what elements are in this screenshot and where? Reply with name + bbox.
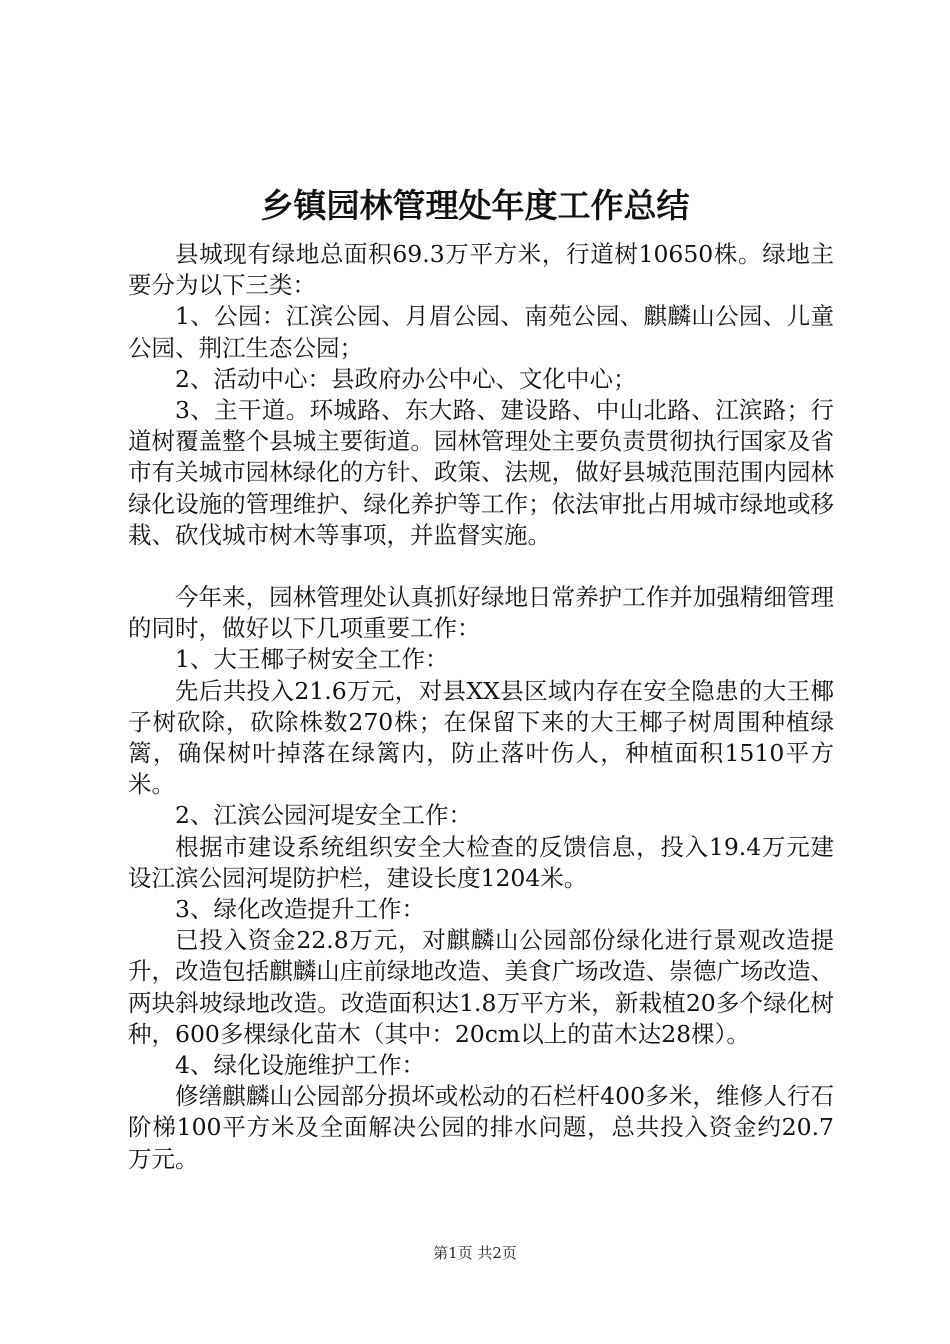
paragraph: 1、大王椰子树安全工作： (175, 645, 449, 674)
page-footer: 第1页 共2页 (433, 1244, 517, 1262)
paragraph: 4、绿化设施维护工作： (175, 1051, 425, 1080)
document-body (128, 239, 834, 1175)
paragraph: 先后共投入21.6万元，对县XX县区域内存在安全隐患的大王椰子树砍除，砍除株数270株；在保留下来的大王椰子树周围种植绿篱，确保树叶掉落在绿篱内，防止落叶伤人，种植面积1510平方米。 (128, 676, 834, 799)
paragraph: 1、公园：江滨公园、月眉公园、南苑公园、麒麟山公园、儿童公园、荆江生态公园； (128, 302, 834, 362)
paragraph: 今年来，园林管理处认真抓好绿地日常养护工作并加强精细管理的同时，做好以下几项重要工作： (128, 583, 834, 643)
paragraph: 2、江滨公园河堤安全工作： (175, 801, 472, 830)
paragraph: 3、主干道。环城路、东大路、建设路、中山北路、江滨路；行道树覆盖整个县城主要街道。园林管理处主要负责贯彻执行国家及省市有关城市园林绿化的方针、政策、法规，做好县城范围范围内园林绿化设施的管理维护、绿化养护等工作；依法审批占用城市绿地或移栽、砍伐城市树木等事项，并监督实施。 (128, 396, 834, 549)
paragraph: 根据市建设系统组织安全大检查的反馈信息，投入19.4万元建设江滨公园河堤防护栏，建设长度1204米。 (128, 832, 834, 892)
paragraph: 修缮麒麟山公园部分损坏或松动的石栏杆400多米，维修人行石阶梯100平方米及全面解决公园的排水问题，总共投入资金约20.7万元。 (128, 1082, 834, 1173)
paragraph: 3、绿化改造提升工作： (175, 895, 425, 924)
paragraph: 2、活动中心：县政府办公中心、文化中心； (175, 364, 637, 393)
paragraph: 已投入资金22.8万元，对麒麟山公园部份绿化进行景观改造提升，改造包括麒麟山庄前绿地改造、美食广场改造、崇德广场改造、两块斜坡绿地改造。改造面积达1.8万平方米，新栽植20多个绿化树种，600多棵绿化苗木（其中：20cm以上的苗木达28棵）。 (128, 926, 834, 1048)
paragraph: 县城现有绿地总面积69.3万平方米，行道树10650株。绿地主要分为以下三类： (128, 240, 834, 300)
document-title: 乡镇园林管理处年度工作总结 (260, 186, 690, 225)
